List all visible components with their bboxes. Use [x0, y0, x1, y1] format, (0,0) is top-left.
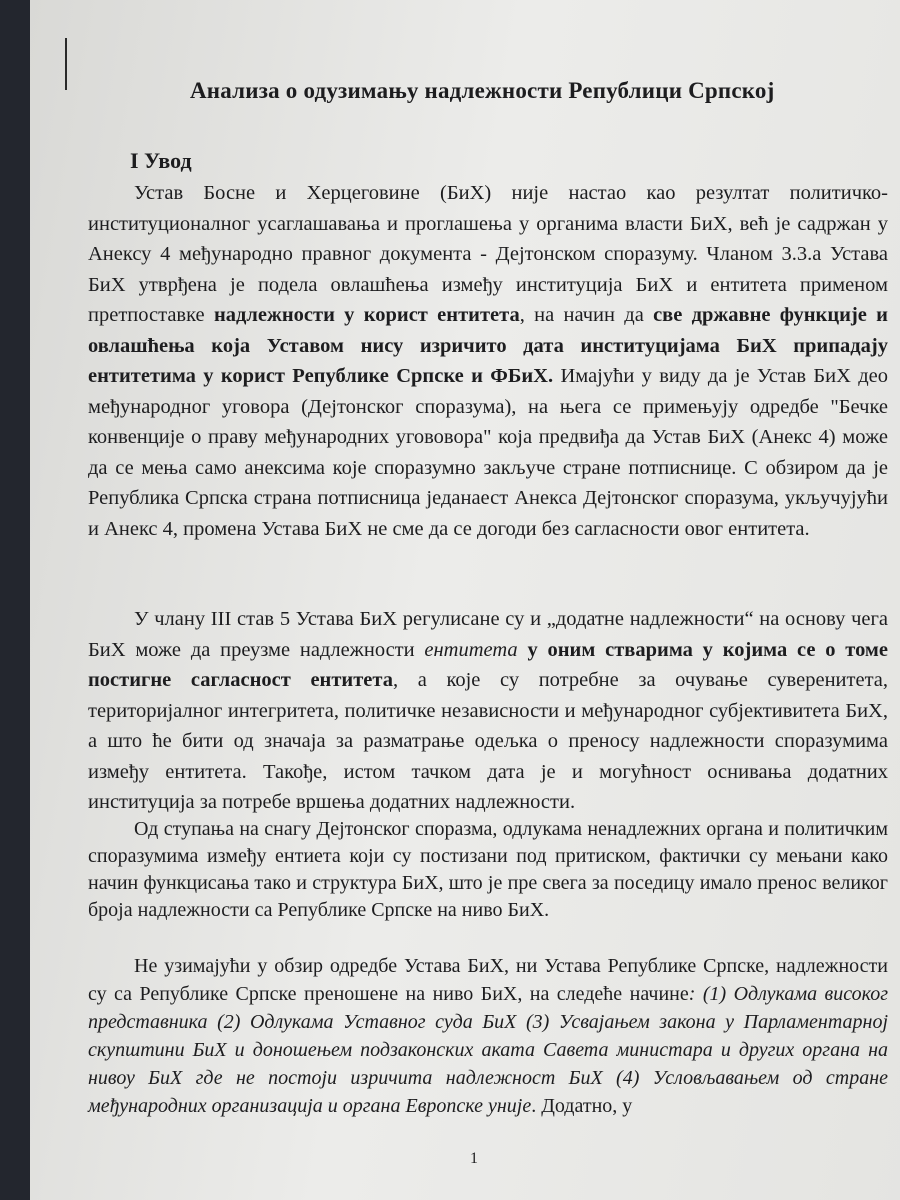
paragraph-additional-competences-text: [88, 604, 888, 818]
paragraph-dayton-changes-text: Од ступања на снагу Дејтонског споразма, одлукама ненадлежних органа и политичким споразумима између ентиета који су постизани под притиском, фактички су мењани како начин функцисања тако и структура БиХ, што је пре свега за поседицу имало пренос великог броја надлежности са Републике Српске на ниво БиХ.: [88, 818, 888, 921]
text-run: Устав Босне и Херцеговине (БиХ) није настао као резултат политичко-институционалног усаглашавања и проглашења у органима власти БиХ, већ је садржан у Анексу 4 међународно правног документа - Дејтонском споразуму. Чланом 3.3.а Устава БиХ утврђена је подела овлашћења између институција БиХ и ентитета применом претпоставке: [88, 182, 888, 326]
margin-pen-mark: [65, 38, 67, 90]
italic-text-run: : (1) Одлукама високог представника (2) Одлукама Уставног суда БиХ (3) Усвајањем закона у Парламентарној скупштини БиХ и доношењем подзаконских аката Савета министара и других органа на нивоу БиХ где не постоји изричита надлежност БиХ (4) Условљавањем од стране међународних организација и органа Европске уније: [88, 983, 888, 1117]
paragraph-transfer-methods: [88, 952, 888, 1120]
paragraph-intro-text: [88, 178, 888, 544]
paragraph-transfer-methods-text: [88, 952, 888, 1120]
text-run: . Додатно, у: [531, 1095, 633, 1117]
bold-text-run: надлежности у корист ентитета: [213, 304, 520, 326]
document-title: Анализа о одузимању надлежности Републици Српској: [190, 78, 775, 103]
text-run: , а које су потребне за очување суверенитета, територијалног интегритета, политичке независности и међународног субјективитета БиХ, а што ће бити од значаја за разматрање одељка о преносу надлежности споразумима између ентитета. Такође, истом тачком дата је и могућност оснивања додатних институција за потребе вршења додатних надлежности.: [88, 669, 888, 813]
document-page: [30, 0, 900, 1200]
section-heading: I Увод: [130, 148, 192, 173]
page-number: 1: [470, 1150, 478, 1167]
italic-text-run: ентитета: [424, 638, 518, 661]
paragraph-dayton-changes: [88, 816, 888, 924]
paragraph-intro: [88, 178, 888, 544]
text-run: У члану III став 5 Устава БиХ регулисане су и „додатне надлежности“ на основу чега БиХ може да преузме надлежности: [88, 608, 888, 661]
bold-text-run: све државне функције и овлашћења која Уставом нису изричито дата институцијама БиХ припадају ентитетима у корист Републике Српске и ФБиХ.: [88, 304, 888, 387]
text-run: Не узимајући у обзир одредбе Устава БиХ, ни Устава Републике Српске, надлежности су са Републике Српске преношене на ниво БиХ, на следеће начине: [88, 955, 888, 1005]
text-run: Имајући у виду да је Устав БиХ део међународног уговора (Дејтонског споразума), на њега се примењују одредбе "Бечке конвенције о праву међународних угововора" која предвиђа да Устав БиХ (Анекс 4) може да се мења само анексима које споразумно закључе стране потписнице. С обзиром да је Република Српска страна потписница једанаест Анекса Дејтонског споразума, укључујући и Анекс 4, промена Устава БиХ не сме да се догоди без сагласности овог ентитета.: [88, 365, 888, 540]
paragraph-additional-competences: [88, 604, 888, 818]
bold-text-run: у оним стварима у којима се о томе постигне сагласност ентитета: [88, 638, 888, 691]
text-run: , на начин да: [519, 304, 654, 326]
